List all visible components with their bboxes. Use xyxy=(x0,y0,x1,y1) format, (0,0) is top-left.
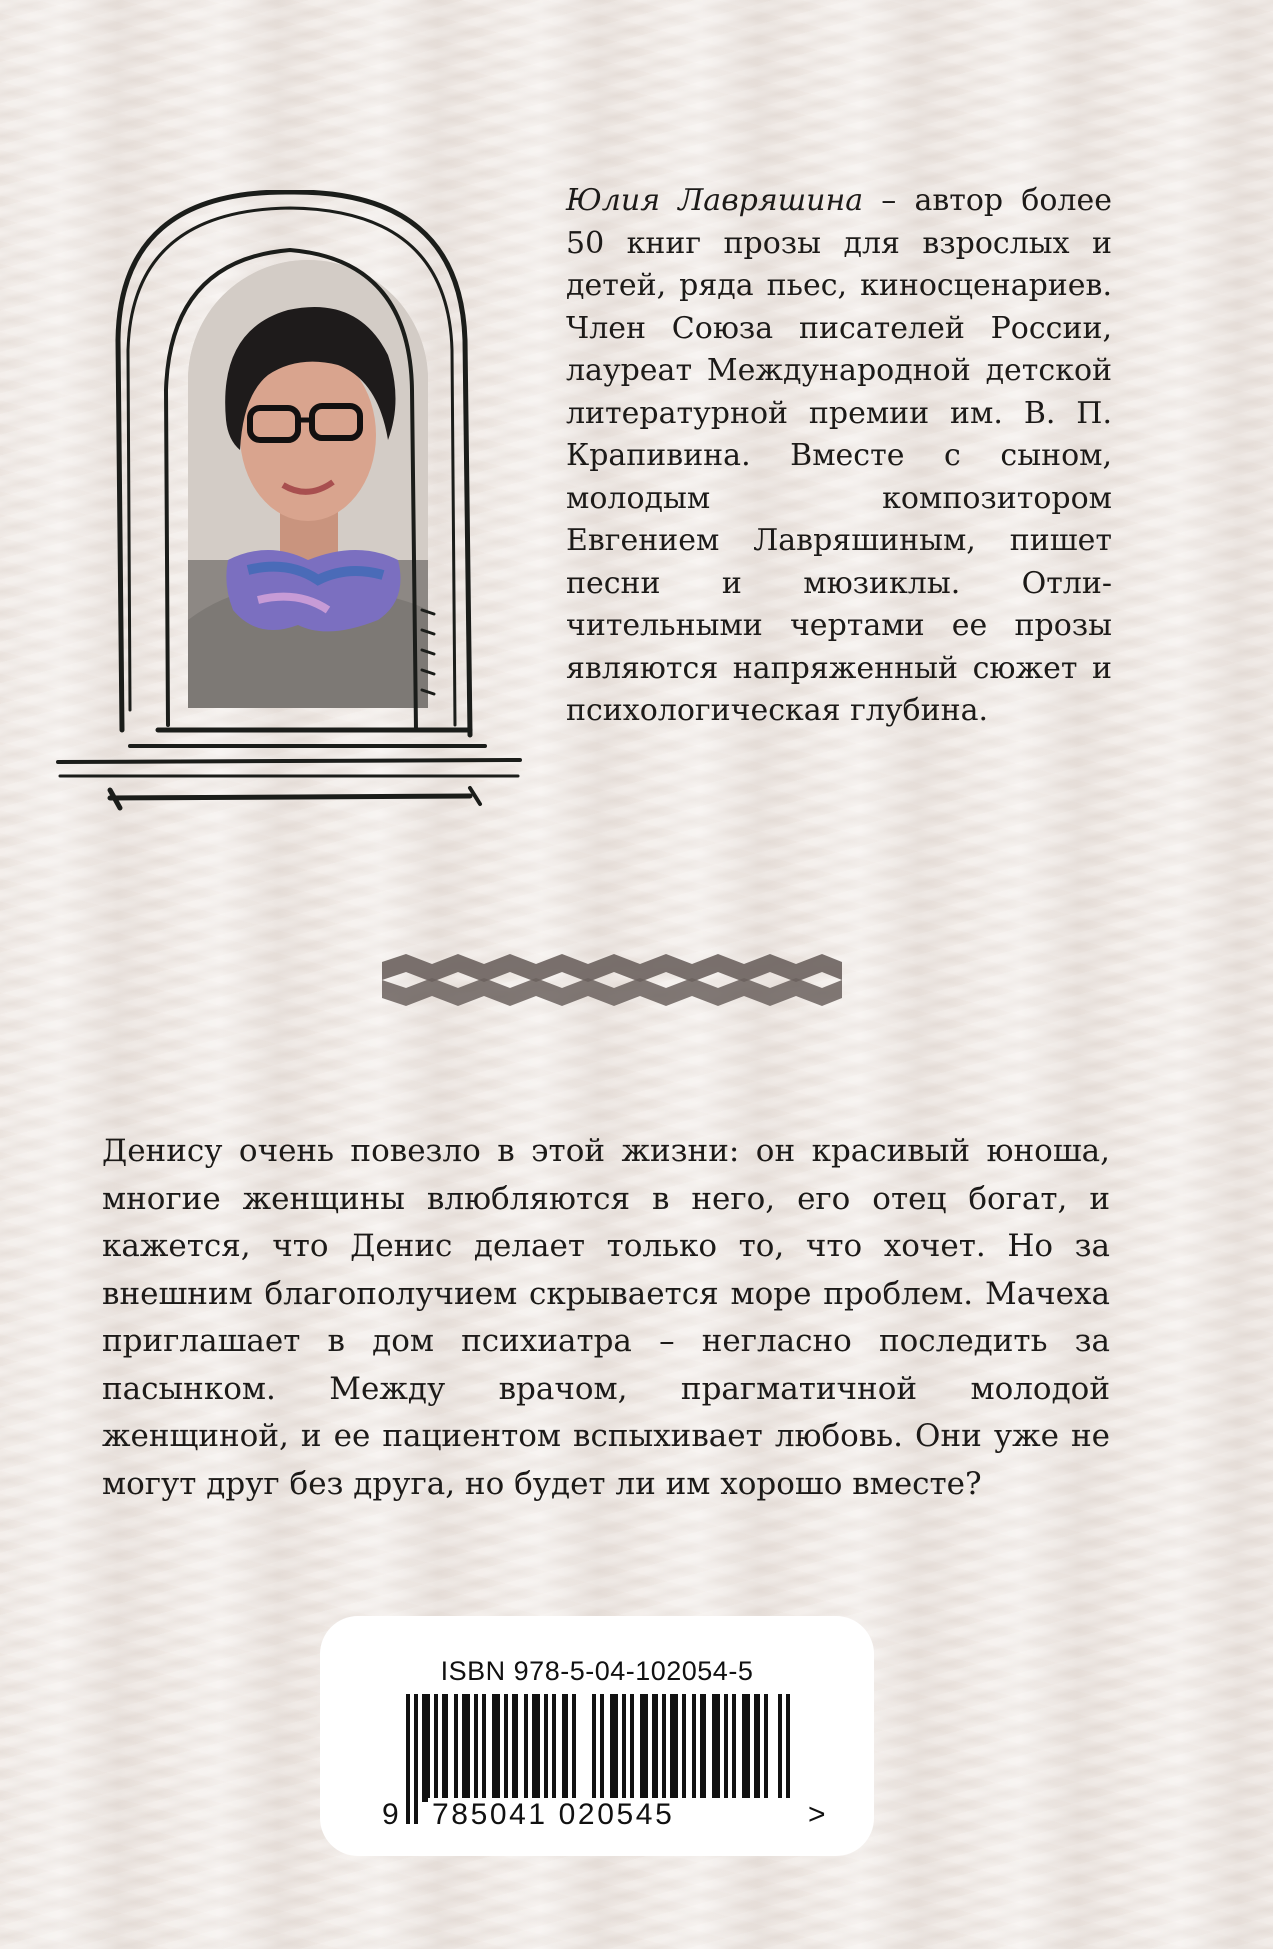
author-portrait xyxy=(50,190,530,830)
isbn-label: ISBN 978-5-04-102054-5 xyxy=(440,1656,754,1686)
book-annotation: Денису очень повезло в этой жизни: он красивый юноша, многие женщины влюбляются в него, его отец богат, и кажется, что Денис делает только то, что хочет. Но за внешним благополучием скрывается море проблем. Мачеха приглашает в дом психиатра – негласно последить за пасынком. Между врачом, прагматичной молодой женщиной, и ее пациентом вспыхивает любовь. Они уже не могут друг без друга, но будет ли им хорошо вместе? xyxy=(102,1133,1110,1502)
barcode-tail-mark: > xyxy=(808,1798,826,1831)
window-frame-drawing xyxy=(50,190,530,830)
author-name: Юлия Лавряшина xyxy=(566,183,864,218)
barcode-lead-digit: 9 xyxy=(382,1798,399,1831)
barcode-digits: 785041 020545 xyxy=(428,1798,796,1832)
isbn-card xyxy=(320,1616,874,1856)
braid-ornament xyxy=(382,950,842,1010)
author-bio xyxy=(566,180,1112,733)
author-bio-text: – автор более 50 книг прозы для взрослых и детей, ряда пьес, киносценариев. Член Союза писателей России, лауреат Международной детской литературной премии им. В. П. Крапивина. Вместе с сыном, молодым композитором Евгением Лавряшиным, пишет песни и мюзиклы. Отличительными чертами ее прозы являются напряженный сюжет и психологическая глубина. xyxy=(566,183,1112,728)
